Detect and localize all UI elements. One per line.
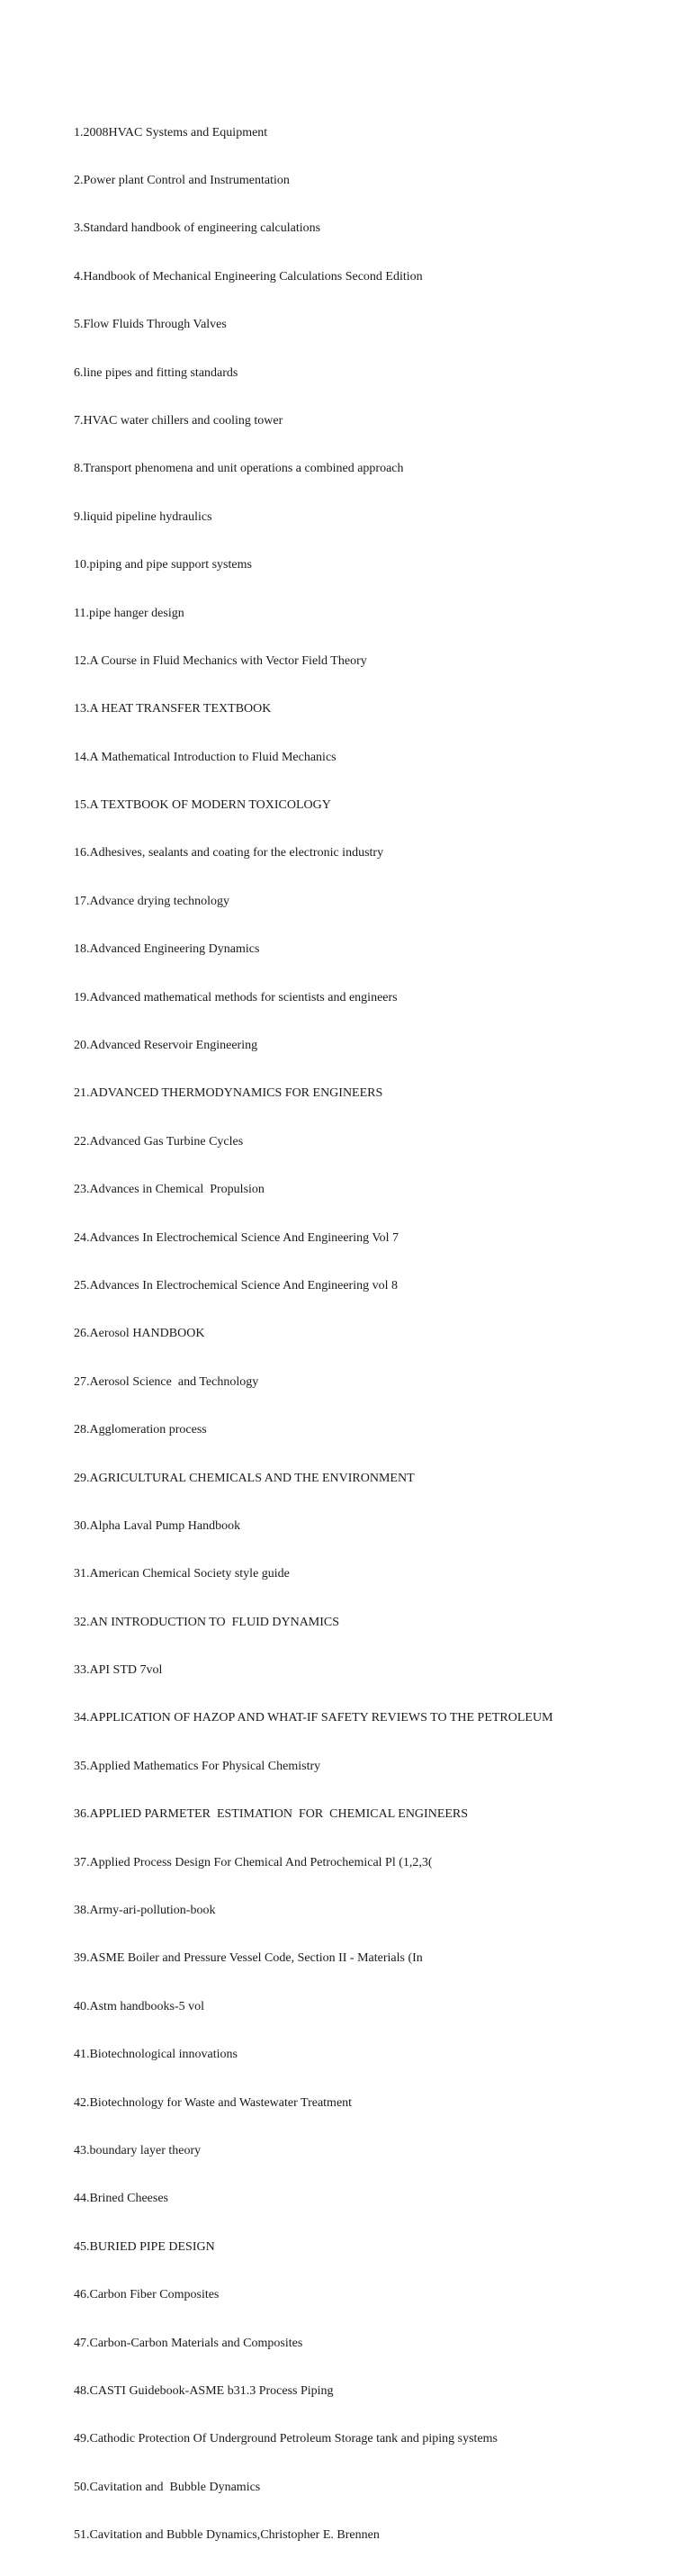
list-item: 9.liquid pipeline hydraulics <box>74 509 212 524</box>
list-item: 3.Standard handbook of engineering calculations <box>74 221 321 236</box>
list-item: 6.line pipes and fitting standards <box>74 365 238 380</box>
list-item: 34.APPLICATION OF HAZOP AND WHAT-IF SAFETY REVIEWS TO THE PETROLEUM <box>74 1711 553 1725</box>
list-item: 42.Biotechnology for Waste and Wastewater Treatment <box>74 2095 353 2110</box>
list-item: 21.ADVANCED THERMODYNAMICS FOR ENGINEERS <box>74 1086 383 1101</box>
list-item: 35.Applied Mathematics For Physical Chemistry <box>74 1759 321 1773</box>
list-item: 39.ASME Boiler and Pressure Vessel Code, Section II - Materials (In <box>74 1951 423 1966</box>
list-item: 28.Agglomeration process <box>74 1423 207 1437</box>
list-item: 40.Astm handbooks-5 vol <box>74 1999 205 2013</box>
list-item: 25.Advances In Electrochemical Science And Engineering vol 8 <box>74 1278 398 1293</box>
list-item: 37.Applied Process Design For Chemical And Petrochemical Pl (1,2,3( <box>74 1855 433 1869</box>
list-item: 13.A HEAT TRANSFER TEXTBOOK <box>74 702 272 716</box>
list-item: 32.AN INTRODUCTION TO FLUID DYNAMICS <box>74 1615 340 1629</box>
list-item: 30.Alpha Laval Pump Handbook <box>74 1518 241 1533</box>
list-item: 8.Transport phenomena and unit operations a combined approach <box>74 462 404 476</box>
list-item: 15.A TEXTBOOK OF MODERN TOXICOLOGY <box>74 798 331 813</box>
list-item: 33.API STD 7vol <box>74 1663 163 1678</box>
list-item: 24.Advances In Electrochemical Science And Engineering Vol 7 <box>74 1230 399 1245</box>
list-item: 22.Advanced Gas Turbine Cycles <box>74 1134 244 1148</box>
list-item: 23.Advances in Chemical Propulsion <box>74 1183 265 1197</box>
list-item: 1.2008HVAC Systems and Equipment <box>74 125 268 140</box>
list-item: 50.Cavitation and Bubble Dynamics <box>74 2480 261 2494</box>
list-item: 46.Carbon Fiber Composites <box>74 2288 220 2302</box>
list-item: 11.pipe hanger design <box>74 606 184 620</box>
list-item: 38.Army-ari-pollution-book <box>74 1904 216 1918</box>
list-item: 27.Aerosol Science and Technology <box>74 1374 259 1389</box>
list-item: 10.piping and pipe support systems <box>74 558 252 572</box>
list-item: 7.HVAC water chillers and cooling tower <box>74 413 283 428</box>
list-item: 48.CASTI Guidebook-ASME b31.3 Process Piping <box>74 2383 334 2398</box>
list-item: 51.Cavitation and Bubble Dynamics,Christopher E. Brennen <box>74 2528 380 2543</box>
list-item: 20.Advanced Reservoir Engineering <box>74 1039 258 1053</box>
list-item: 26.Aerosol HANDBOOK <box>74 1327 205 1341</box>
list-item: 41.Biotechnological innovations <box>74 2048 238 2062</box>
list-item: 43.boundary layer theory <box>74 2144 202 2157</box>
list-item: 45.BURIED PIPE DESIGN <box>74 2239 215 2254</box>
list-item: 17.Advance drying technology <box>74 894 230 908</box>
list-item: 12.A Course in Fluid Mechanics with Vector Field Theory <box>74 653 367 668</box>
list-item: 2.Power plant Control and Instrumentation <box>74 173 290 187</box>
list-item: 31.American Chemical Society style guide <box>74 1567 290 1581</box>
list-item: 29.AGRICULTURAL CHEMICALS AND THE ENVIRONMENT <box>74 1471 415 1485</box>
list-item: 14.A Mathematical Introduction to Fluid Mechanics <box>74 750 337 764</box>
book-list <box>74 93 553 2576</box>
list-item: 47.Carbon-Carbon Materials and Composites <box>74 2336 303 2350</box>
list-item: 4.Handbook of Mechanical Engineering Calculations Second Edition <box>74 269 423 284</box>
list-item: 18.Advanced Engineering Dynamics <box>74 942 260 957</box>
list-item: 44.Brined Cheeses <box>74 2192 168 2206</box>
list-item: 5.Flow Fluids Through Valves <box>74 318 227 332</box>
list-item: 16.Adhesives, sealants and coating for the electronic industry <box>74 846 384 860</box>
list-item: 49.Cathodic Protection Of Underground Petroleum Storage tank and piping systems <box>74 2432 498 2446</box>
list-item: 36.APPLIED PARMETER ESTIMATION FOR CHEMICAL ENGINEERS <box>74 1807 469 1822</box>
list-item: 19.Advanced mathematical methods for scientists and engineers <box>74 990 398 1004</box>
